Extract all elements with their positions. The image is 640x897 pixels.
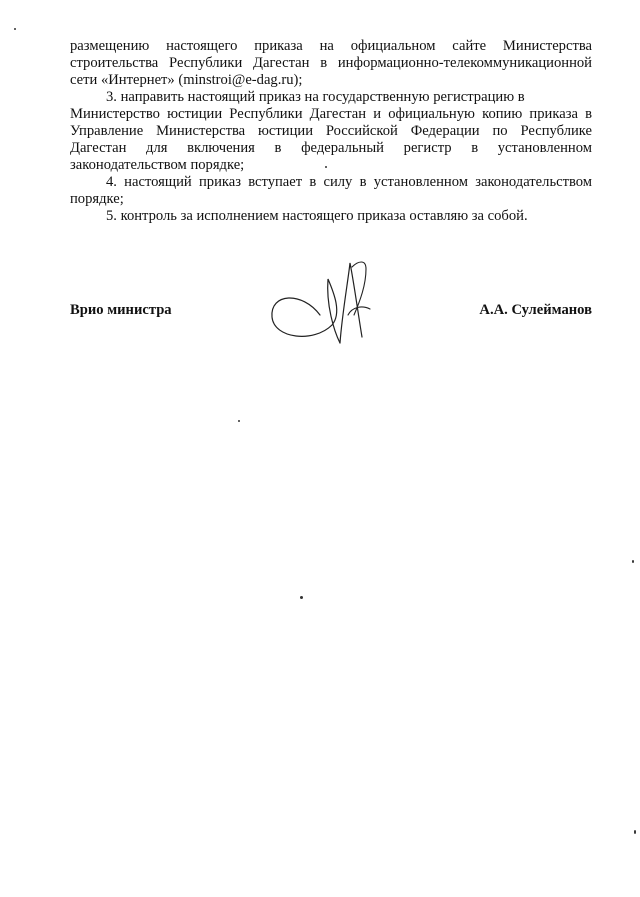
signatory-name: А.А. Сулейманов [479,302,592,318]
body-line-1: размещению настоящего приказа на официальном сайте Министерства [70,38,592,54]
item-3-line-4: Дагестан для включения в федеральный регистр в установленном [70,140,592,156]
body-line-3: сети «Интернет» (minstroi@e-dag.ru); [70,72,303,88]
scan-speck [300,596,303,599]
item-3-line-1: 3. направить настоящий приказ на государственную регистрацию в [106,89,525,105]
handwritten-signature [262,255,392,350]
item-3-line-5: законодательством порядке; [70,157,245,173]
scan-speck [14,28,16,30]
signatory-position: Врио министра [70,302,172,318]
item-5-line-1: 5. контроль за исполнением настоящего приказа оставляю за собой. [106,208,528,224]
scan-speck [632,560,634,563]
item-4-line-2: порядке; [70,191,124,207]
item-3-line-3: Управление Министерства юстиции Российской Федерации по Республике [70,123,592,139]
scan-speck [634,830,636,834]
scan-speck [238,420,240,422]
scan-speck [325,166,327,168]
item-3-line-2: Министерство юстиции Республики Дагестан и официальную копию приказа в [70,106,592,122]
item-4-line-1: 4. настоящий приказ вступает в силу в установленном законодательством [106,174,592,190]
body-line-2: строительства Республики Дагестан в информационно-телекоммуникационной [70,55,592,71]
